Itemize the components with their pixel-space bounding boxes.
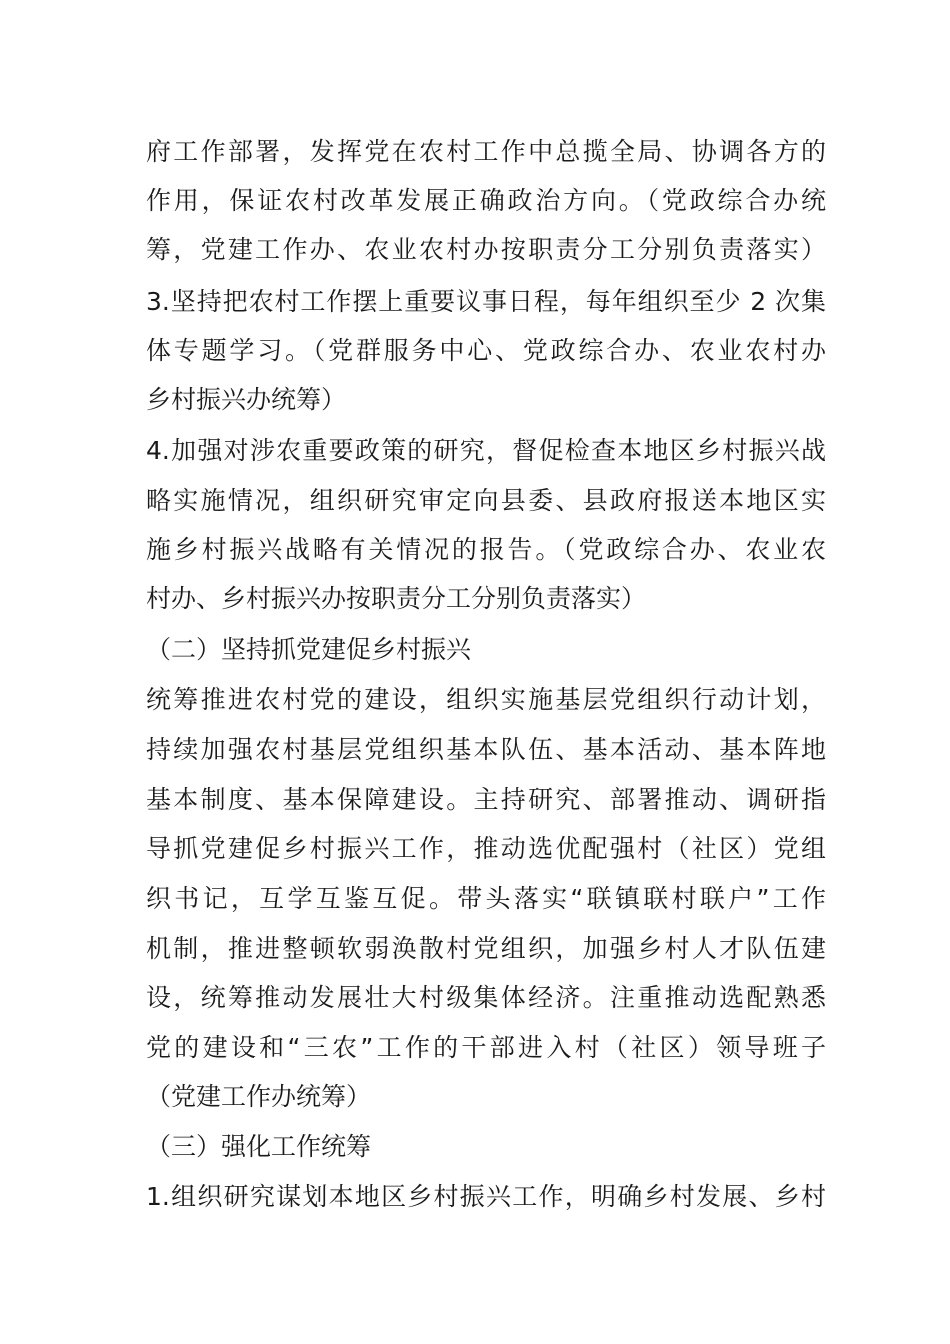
list-item-4: 4.加强对涉农重要政策的研究，督促检查本地区乡村振兴战 [146, 436, 826, 465]
paragraph-line: （党建工作办统筹） [146, 1082, 372, 1111]
list-item-1: 1.组织研究谋划本地区乡村振兴工作，明确乡村发展、乡村 [146, 1182, 826, 1211]
paragraph-line: 导抓党建促乡村振兴工作，推动选优配强村（社区）党组 [146, 834, 826, 863]
paragraph-line: 府工作部署，发挥党在农村工作中总揽全局、协调各方的 [146, 137, 826, 166]
paragraph-line: 织书记，互学互鉴互促。带头落实“联镇联村联户”工作 [146, 884, 826, 913]
paragraph-line: 略实施情况，组织研究审定向县委、县政府报送本地区实 [146, 486, 826, 515]
paragraph-line: 施乡村振兴战略有关情况的报告。（党政综合办、农业农 [146, 535, 826, 564]
paragraph-line: 乡村振兴办统筹） [146, 385, 347, 414]
paragraph-line: 基本制度、基本保障建设。主持研究、部署推动、调研指 [146, 785, 826, 814]
paragraph-line: 体专题学习。（党群服务中心、党政综合办、农业农村办 [146, 336, 826, 365]
section-heading-2: （二）坚持抓党建促乡村振兴 [146, 635, 472, 664]
paragraph-line: 机制，推进整顿软弱涣散村党组织，加强乡村人才队伍建 [146, 934, 826, 963]
paragraph-line: 作用，保证农村改革发展正确政治方向。（党政综合办统 [146, 186, 826, 215]
paragraph-line: 筹，党建工作办、农业农村办按职责分工分别负责落实） [146, 235, 826, 264]
paragraph-line: 统筹推进农村党的建设，组织实施基层党组织行动计划， [146, 685, 826, 714]
paragraph-line: 设，统筹推动发展壮大村级集体经济。注重推动选配熟悉 [146, 983, 826, 1012]
section-heading-3: （三）强化工作统筹 [146, 1132, 372, 1161]
paragraph-line: 持续加强农村基层党组织基本队伍、基本活动、基本阵地 [146, 735, 826, 764]
paragraph-line: 党的建设和“三农”工作的干部进入村（社区）领导班子 [146, 1033, 826, 1062]
paragraph-line: 村办、乡村振兴办按职责分工分别负责落实） [146, 584, 647, 613]
list-item-3: 3.坚持把农村工作摆上重要议事日程，每年组织至少 2 次集 [146, 287, 826, 316]
